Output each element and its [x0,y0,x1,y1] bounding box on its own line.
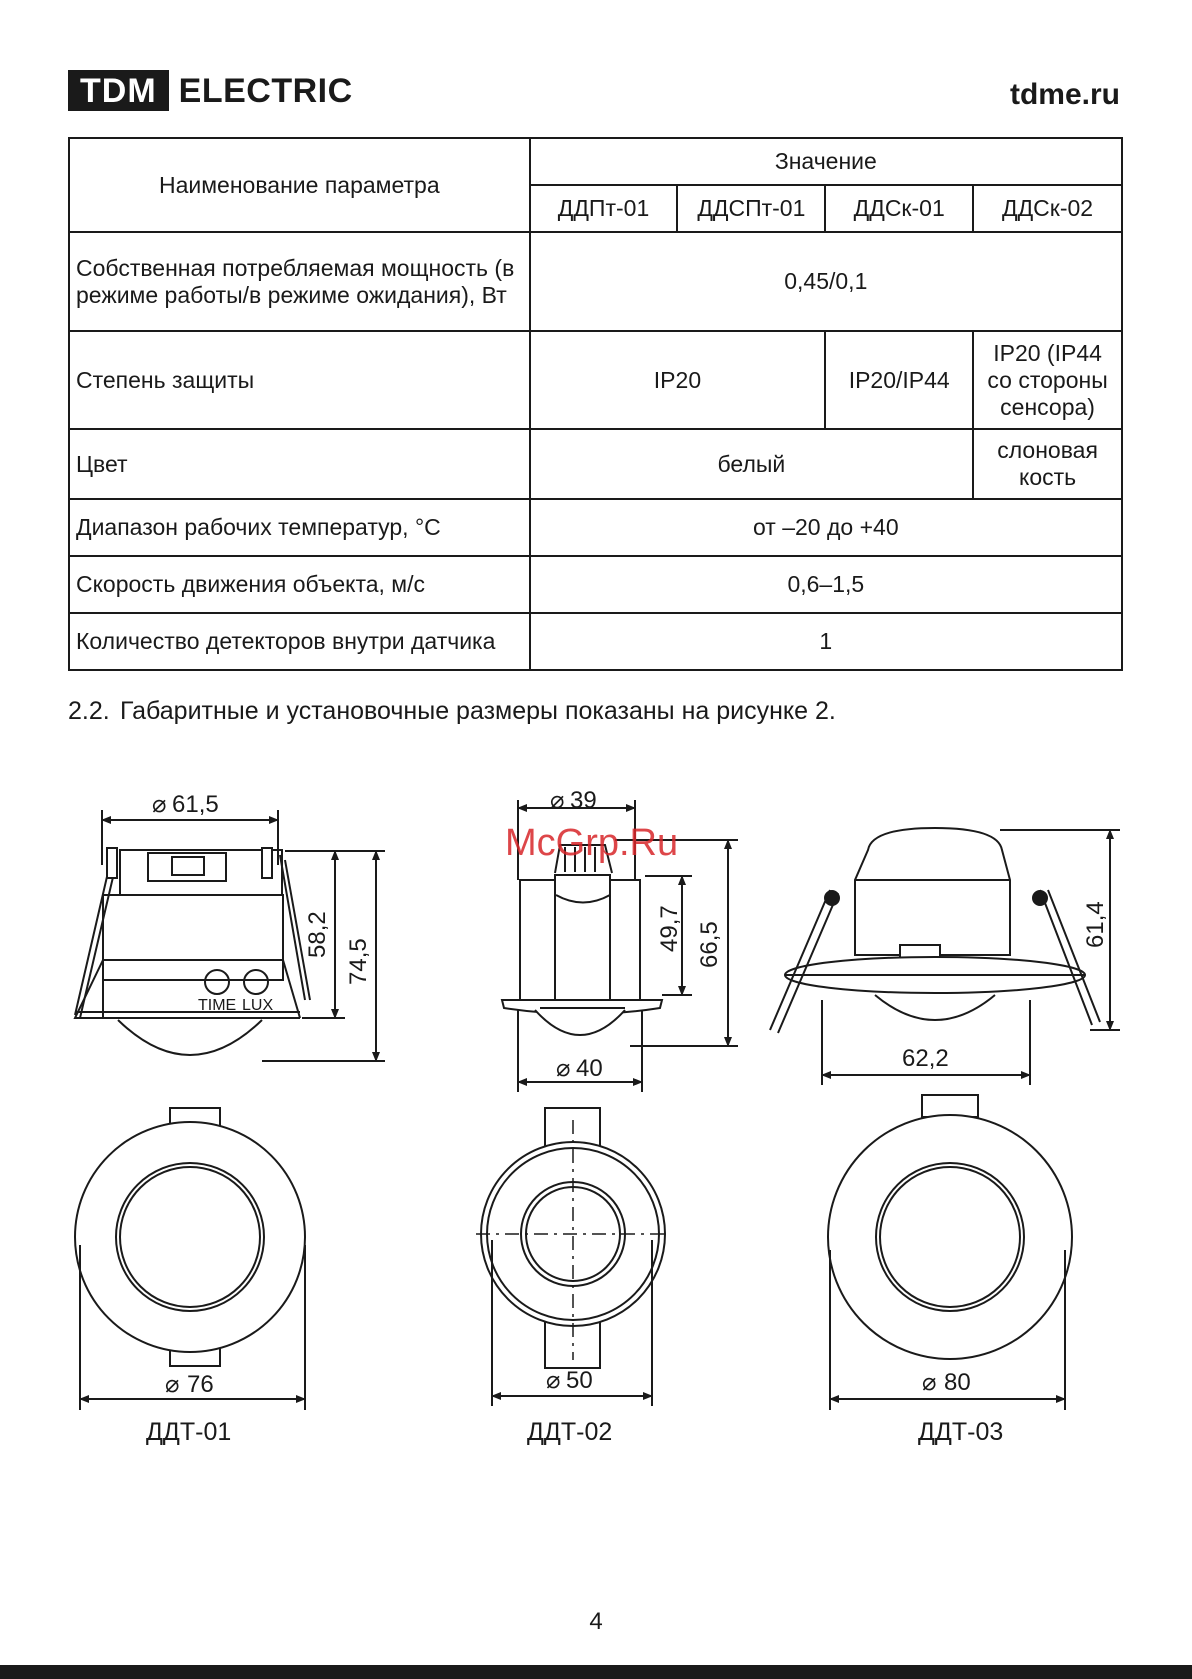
section-text: Габаритные и установочные размеры показаны на рисунке 2. [120,697,836,725]
section-number: 2.2. [68,697,110,725]
dim-ddt01-h1: 58,2 [304,911,331,958]
row-protection-v1: IP20 [530,331,826,429]
row-power-name: Собственная потребляемая мощность (в режиме работы/в режиме ожидания), Вт [69,232,530,331]
dim-dia-symbol: ⌀ [556,1055,571,1082]
dim-dia-symbol: ⌀ [165,1371,180,1398]
ddt01-top-view [75,1108,305,1366]
row-color-v1: белый [530,429,974,499]
dim-dia-symbol: ⌀ [546,1367,561,1394]
dim-ddt02-bottom: 50 [566,1367,593,1394]
dim-dia-symbol: ⌀ [922,1369,937,1396]
brand-logo [68,70,353,111]
row-speed-value: 0,6–1,5 [530,556,1122,613]
row-detectors-value: 1 [530,613,1122,670]
site-url[interactable]: tdme.ru [1009,78,1120,111]
ddt02-side-view [502,845,662,1035]
dim-ddt03-h1: 61,4 [1082,901,1109,948]
ddt02-top-view [476,1108,670,1368]
header-value: Значение [530,138,1122,185]
dim-ddt03-width: 62,2 [902,1045,949,1072]
row-detectors-name: Количество детекторов внутри датчика [69,613,530,670]
dim-ddt02-h2: 66,5 [696,921,723,968]
model-header: ДДСПт-01 [677,185,825,232]
model-header: ДДПт-01 [530,185,678,232]
section-2-2 [68,697,836,726]
header-param: Наименование параметра [69,138,530,232]
watermark: McGrp.Ru [505,822,679,864]
logo-tdm: TDM [68,70,169,111]
row-temp-value: от –20 до +40 [530,499,1122,556]
dim-ddt03-bottom: 80 [944,1369,971,1396]
dim-ddt01-h2: 74,5 [345,938,372,985]
dim-dia-symbol: ⌀ [152,791,167,818]
logo-electric: ELECTRIC [178,71,353,110]
dim-ddt01-bottom: 76 [187,1371,214,1398]
row-protection-name: Степень защиты [69,331,530,429]
row-power-value: 0,45/0,1 [530,232,1122,331]
dim-ddt02-top: 39 [570,787,597,814]
page-number: 4 [589,1608,603,1635]
caption-ddt03: ДДТ-03 [918,1418,1004,1446]
spec-table [68,137,1123,671]
dim-dia-symbol: ⌀ [550,787,565,814]
lux-label: LUX [242,997,274,1014]
row-protection-v2: IP20/IP44 [825,331,973,429]
model-header: ДДСк-02 [973,185,1122,232]
caption-ddt02: ДДТ-02 [527,1418,613,1446]
time-label: TIME [198,997,237,1014]
row-speed-name: Скорость движения объекта, м/с [69,556,530,613]
row-protection-v3: IP20 (IP44 со стороны сенсора) [973,331,1122,429]
bottom-rule [0,1665,1192,1679]
dim-ddt02-h1: 49,7 [656,905,683,952]
dimension-drawings [0,770,1192,1460]
ddt03-side-view [770,828,1100,1033]
dim-ddt01-top: 61,5 [172,791,219,818]
row-temp-name: Диапазон рабочих температур, °С [69,499,530,556]
ddt01-side-view [75,848,310,1055]
ddt03-top-view [828,1095,1072,1359]
model-header: ДДСк-01 [825,185,973,232]
caption-ddt01: ДДТ-01 [146,1418,232,1446]
row-color-name: Цвет [69,429,530,499]
dim-ddt02-mid: 40 [576,1055,603,1082]
row-color-v2: слоновая кость [973,429,1122,499]
